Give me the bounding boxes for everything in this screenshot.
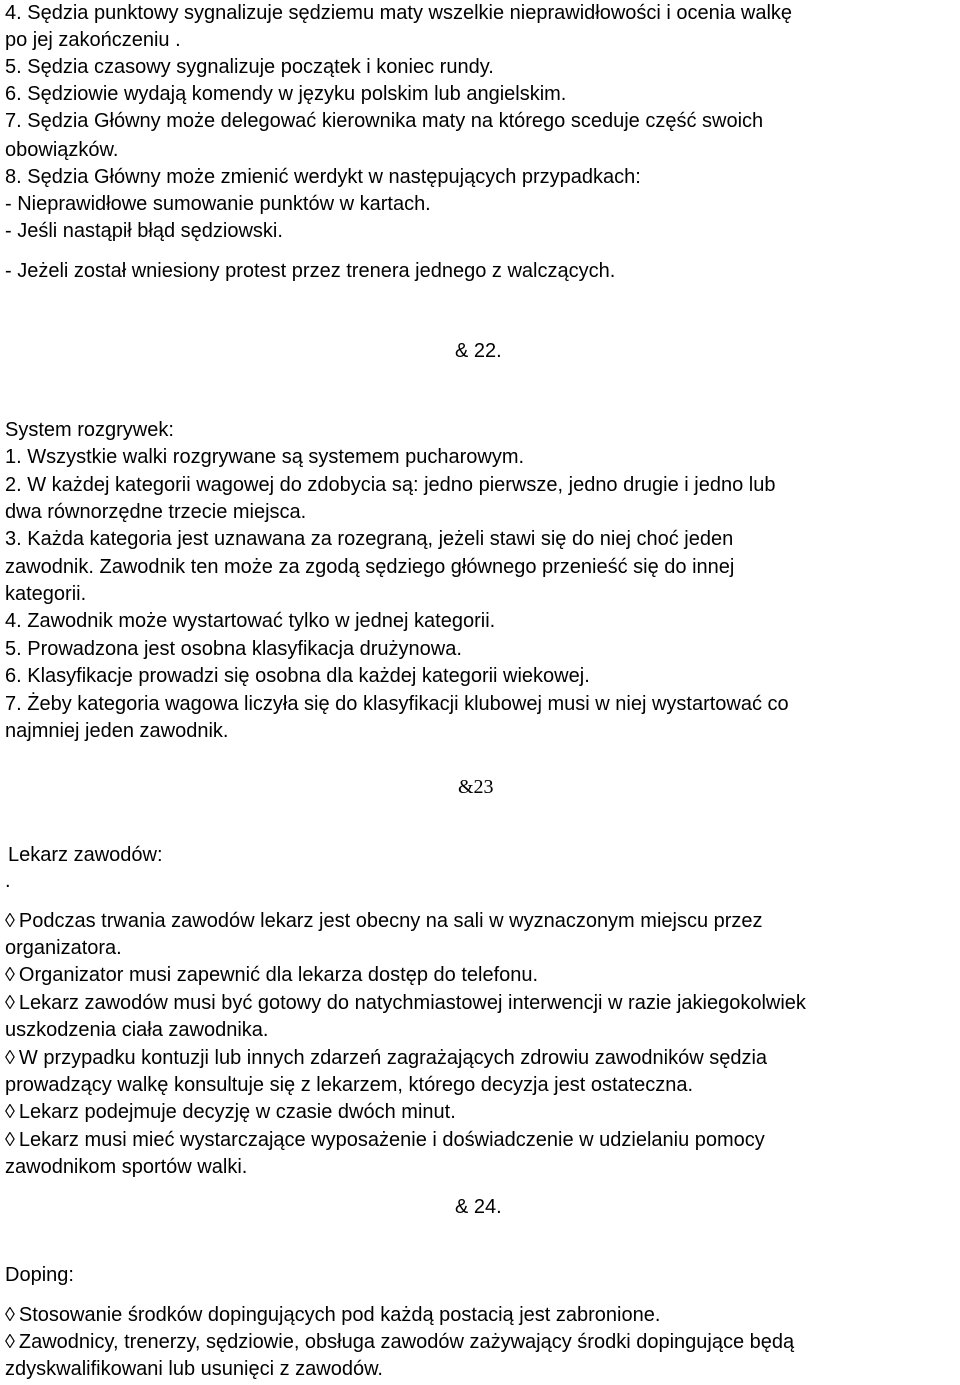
bullet-text: Zawodnicy, trenerzy, sędziowie, obsługa zawodów zażywający środki dopingujące będą (18, 1331, 795, 1353)
diamond-bullet-icon: ◊ (5, 1101, 15, 1123)
section-22-item-3-line-3: kategorii. (5, 583, 87, 605)
paragraph-item-5: 5. Sędzia czasowy sygnalizuje początek i koniec rundy. (5, 56, 494, 78)
bullet-text: Organizator musi zapewnić dla lekarza dostęp do telefonu. (18, 964, 539, 986)
section-23-dot: . (5, 870, 11, 892)
section-23-bullet-3-line-2: uszkodzenia ciała zawodnika. (5, 1019, 269, 1041)
section-22-item-1: 1. Wszystkie walki rozgrywane są systemem pucharowym. (5, 446, 525, 468)
paragraph-item-7-line-1: 7. Sędzia Główny może delegować kierownika maty na którego sceduje część swoich (5, 110, 764, 132)
diamond-bullet-icon: ◊ (5, 910, 15, 932)
section-22-item-5: 5. Prowadzona jest osobna klasyfikacja drużynowa. (5, 638, 462, 660)
diamond-bullet-icon: ◊ (5, 964, 15, 986)
section-23-bullet-3-line-1 (5, 990, 806, 1017)
bullet-text: Stosowanie środków dopingujących pod każdą postacią jest zabronione. (18, 1304, 661, 1326)
section-23-bullet-5 (5, 1099, 456, 1126)
section-22-item-3-line-2: zawodnik. Zawodnik ten może za zgodą sędziego głównego przenieść się do innej (5, 556, 735, 578)
diamond-bullet-icon: ◊ (5, 1129, 15, 1151)
section-23-bullet-4-line-2: prowadzący walkę konsultuje się z lekarzem, którego decyzja jest ostateczna. (5, 1074, 694, 1096)
section-22-item-4: 4. Zawodnik może wystartować tylko w jednej kategorii. (5, 610, 496, 632)
paragraph-item-4-line-2: po jej zakończeniu . (5, 29, 181, 51)
section-22-item-2-line-1: 2. W każdej kategorii wagowej do zdobycia są: jedno pierwsze, jedno drugie i jedno lub (5, 474, 776, 496)
section-24-bullet-1 (5, 1302, 660, 1329)
paragraph-item-8: 8. Sędzia Główny może zmienić werdykt w następujących przypadkach: (5, 166, 641, 188)
section-24-bullet-2-line-2: zdyskwalifikowani lub usunięci z zawodów. (5, 1358, 383, 1380)
section-22-item-7-line-1: 7. Żeby kategoria wagowa liczyła się do klasyfikacji klubowej musi w niej wystartować co (5, 693, 789, 715)
section-23-bullet-4-line-1 (5, 1045, 767, 1072)
diamond-bullet-icon: ◊ (5, 1304, 15, 1326)
section-24-bullet-2-line-1 (5, 1329, 794, 1356)
paragraph-item-4-line-1: 4. Sędzia punktowy sygnalizuje sędziemu maty wszelkie nieprawidłowości i ocenia walkę (5, 2, 793, 24)
paragraph-item-8-sub-1: - Nieprawidłowe sumowanie punktów w kartach. (5, 193, 431, 215)
bullet-text: Podczas trwania zawodów lekarz jest obecny na sali w wyznaczonym miejscu przez (18, 910, 763, 932)
section-22-item-3-line-1: 3. Każda kategoria jest uznawana za rozegraną, jeżeli stawi się do niej choć jeden (5, 528, 734, 550)
bullet-text: Lekarz zawodów musi być gotowy do natychmiastowej interwencji w razie jakiegokolwiek (18, 992, 806, 1014)
section-22-item-2-line-2: dwa równorzędne trzecie miejsca. (5, 501, 307, 523)
diamond-bullet-icon: ◊ (5, 1047, 15, 1069)
section-23-bullet-6-line-1 (5, 1127, 765, 1154)
section-23-bullet-6-line-2: zawodnikom sportów walki. (5, 1156, 248, 1178)
diamond-bullet-icon: ◊ (5, 992, 15, 1014)
paragraph-item-7-line-2: obowiązków. (5, 139, 119, 161)
section-22-title: System rozgrywek: (5, 419, 174, 441)
bullet-text: Lekarz musi mieć wystarczające wyposażenie i doświadczenie w udzielaniu pomocy (18, 1129, 765, 1151)
diamond-bullet-icon: ◊ (5, 1331, 15, 1353)
section-24-title: Doping: (5, 1264, 74, 1286)
section-23-bullet-1-line-1 (5, 908, 763, 935)
bullet-text: Lekarz podejmuje decyzję w czasie dwóch minut. (18, 1101, 456, 1123)
section-23-title: Lekarz zawodów: (8, 844, 163, 866)
section-22-heading: & 22. (455, 340, 502, 362)
section-23-bullet-1-line-2: organizatora. (5, 937, 122, 959)
paragraph-item-6: 6. Sędziowie wydają komendy w języku polskim lub angielskim. (5, 83, 567, 105)
paragraph-item-8-sub-3: - Jeżeli został wniesiony protest przez trenera jednego z walczących. (5, 260, 616, 282)
section-24-heading: & 24. (455, 1196, 502, 1218)
bullet-text: W przypadku kontuzji lub innych zdarzeń zagrażających zdrowiu zawodników sędzia (18, 1047, 768, 1069)
section-23-heading: &23 (458, 776, 494, 798)
paragraph-item-8-sub-2: - Jeśli nastąpił błąd sędziowski. (5, 220, 283, 242)
section-22-item-6: 6. Klasyfikacje prowadzi się osobna dla każdej kategorii wiekowej. (5, 665, 590, 687)
section-23-bullet-2 (5, 962, 538, 989)
section-22-item-7-line-2: najmniej jeden zawodnik. (5, 720, 229, 742)
